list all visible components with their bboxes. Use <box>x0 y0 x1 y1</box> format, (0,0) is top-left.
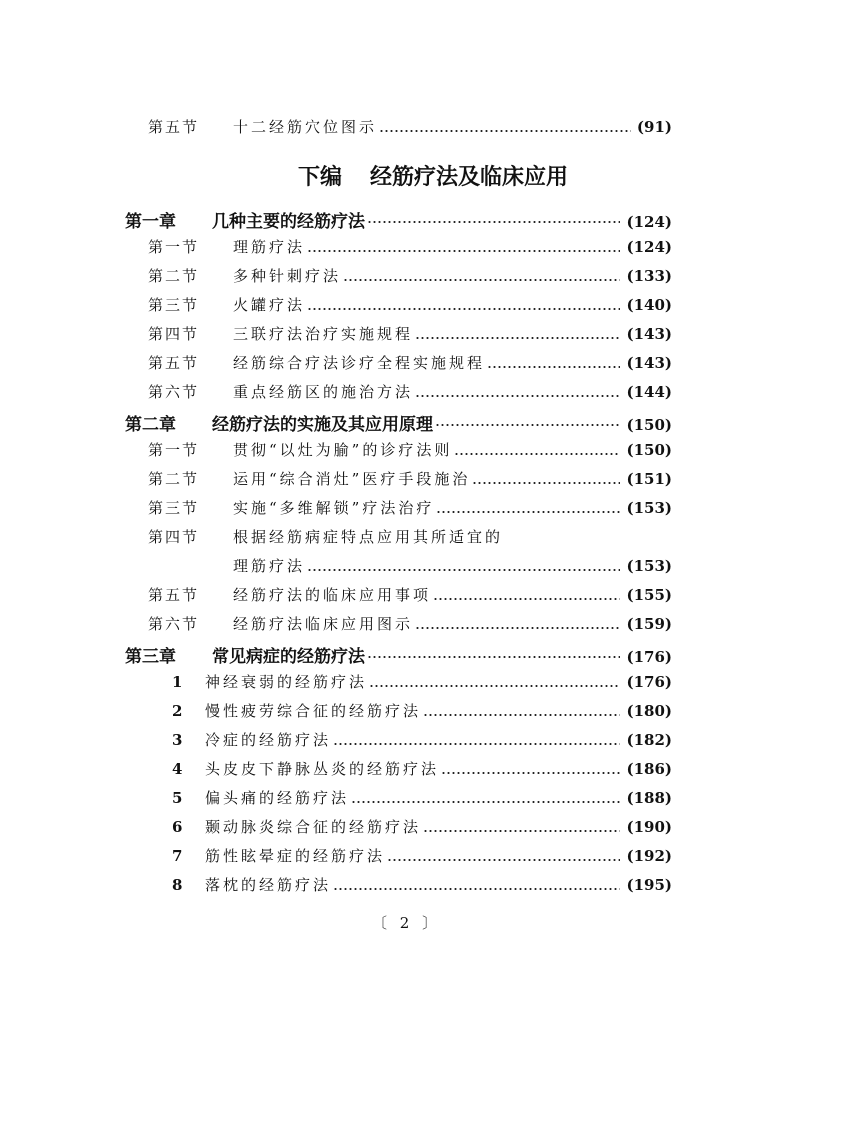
toc-entry <box>172 845 672 869</box>
toc-entry <box>172 700 672 724</box>
toc-entry <box>148 497 672 521</box>
dot-leader <box>367 655 620 659</box>
entry-title-cont: 理筋疗法 <box>233 557 306 575</box>
entry-title: 偏头痛的经筋疗法 <box>205 789 350 807</box>
dot-leader <box>415 394 620 398</box>
entry-page: (91) <box>636 118 672 136</box>
entry-title: 理筋疗法 <box>233 238 306 256</box>
dot-leader <box>415 336 620 340</box>
dot-leader <box>487 365 620 369</box>
entry-page: (143) <box>626 354 672 372</box>
entry-label: 5 <box>172 789 185 807</box>
entry-title: 多种针刺疗法 <box>233 267 342 285</box>
toc-entry <box>172 758 672 782</box>
toc-entry <box>148 439 672 463</box>
entry-label: 第二节 <box>148 267 200 285</box>
entry-title: 三联疗法治疗实施规程 <box>233 325 414 343</box>
dot-leader <box>343 278 620 282</box>
part-label: 下编 <box>297 164 342 190</box>
toc-entry <box>172 671 672 695</box>
entry-label: 第二节 <box>148 470 200 488</box>
toc-entry <box>148 294 672 318</box>
entry-page: (192) <box>626 847 672 865</box>
toc-chapter <box>125 207 672 231</box>
dot-leader <box>423 829 620 833</box>
dot-leader <box>423 713 620 717</box>
entry-page: (159) <box>626 615 672 633</box>
dot-leader <box>387 858 620 862</box>
entry-label: 第五节 <box>148 118 200 136</box>
entry-page: (124) <box>626 238 672 256</box>
entry-title: 运用“综合消灶”医疗手段施治 <box>233 470 471 488</box>
toc-entry <box>148 613 672 637</box>
entry-label: 第三节 <box>148 296 200 314</box>
entry-title: 重点经筋区的施治方法 <box>233 383 414 401</box>
dot-leader <box>433 597 620 601</box>
entry-label: 6 <box>172 818 185 836</box>
dot-leader <box>351 800 620 804</box>
toc-entry <box>172 874 672 898</box>
toc-entry <box>148 381 672 405</box>
dot-leader <box>333 887 620 891</box>
entry-page: (133) <box>626 267 672 285</box>
dot-leader <box>415 626 620 630</box>
entry-label: 第四节 <box>148 528 200 546</box>
dot-leader <box>441 771 620 775</box>
entry-page: (140) <box>626 296 672 314</box>
toc-entry <box>148 236 672 260</box>
entry-title: 慢性疲劳综合征的经筋疗法 <box>205 702 422 720</box>
entry-label: 第六节 <box>148 615 200 633</box>
entry-title: 火罐疗法 <box>233 296 306 314</box>
entry-page: (151) <box>626 470 672 488</box>
entry-label: 2 <box>172 702 185 720</box>
dot-leader <box>472 481 620 485</box>
entry-label: 第三节 <box>148 499 200 517</box>
dot-leader <box>307 249 620 253</box>
toc-entry <box>172 787 672 811</box>
entry-label: 第六节 <box>148 383 200 401</box>
entry-page: (190) <box>626 818 672 836</box>
toc-entry <box>148 323 672 347</box>
entry-page: (153) <box>626 557 672 575</box>
entry-page: (180) <box>626 702 672 720</box>
entry-page: (176) <box>626 673 672 691</box>
entry-label: 7 <box>172 847 185 865</box>
toc-chapter <box>125 642 672 666</box>
entry-title: 经筋疗法临床应用图示 <box>233 615 414 633</box>
entry-label: 第二章 <box>125 415 176 435</box>
entry-title: 贯彻“以灶为腧”的诊疗法则 <box>233 441 453 459</box>
entry-page: (182) <box>626 731 672 749</box>
toc-entry <box>148 116 672 140</box>
dot-leader <box>307 568 620 572</box>
entry-page: (195) <box>626 876 672 894</box>
entry-title: 神经衰弱的经筋疗法 <box>205 673 368 691</box>
entry-page: (176) <box>626 648 672 666</box>
entry-label: 第三章 <box>125 647 176 667</box>
entry-label: 第四节 <box>148 325 200 343</box>
toc-entry <box>148 584 672 608</box>
entry-page: (155) <box>626 586 672 604</box>
entry-label: 4 <box>172 760 185 778</box>
dot-leader <box>436 510 620 514</box>
page-number: 〔 2 〕 <box>372 914 442 932</box>
entry-page: (150) <box>626 441 672 459</box>
entry-label: 第一节 <box>148 238 200 256</box>
dot-leader <box>333 742 620 746</box>
toc-entry <box>172 729 672 753</box>
toc-entry <box>148 526 672 550</box>
entry-page: (144) <box>626 383 672 401</box>
dot-leader <box>369 684 620 688</box>
entry-label: 第一节 <box>148 441 200 459</box>
entry-page: (150) <box>626 416 672 434</box>
entry-title: 经筋综合疗法诊疗全程实施规程 <box>233 354 486 372</box>
entry-label: 第五节 <box>148 354 200 372</box>
entry-page: (186) <box>626 760 672 778</box>
entry-title: 经筋疗法的临床应用事项 <box>233 586 432 604</box>
entry-label: 3 <box>172 731 185 749</box>
dot-leader <box>435 423 620 427</box>
entry-title: 根据经筋病症特点应用其所适宜的 <box>233 528 504 546</box>
entry-title: 实施“多维解锁”疗法治疗 <box>233 499 435 517</box>
entry-title: 冷症的经筋疗法 <box>205 731 332 749</box>
entry-page: (124) <box>626 213 672 231</box>
entry-title: 经筋疗法的实施及其应用原理 <box>212 415 433 435</box>
entry-label: 第五节 <box>148 586 200 604</box>
part-title: 经筋疗法及临床应用 <box>370 164 569 190</box>
entry-page: (143) <box>626 325 672 343</box>
entry-title: 落枕的经筋疗法 <box>205 876 332 894</box>
entry-label: 第一章 <box>125 212 176 232</box>
entry-title: 十二经筋穴位图示 <box>233 118 378 136</box>
dot-leader <box>367 220 620 224</box>
entry-title: 头皮皮下静脉丛炎的经筋疗法 <box>205 760 440 778</box>
toc-entry-continued <box>233 555 672 579</box>
toc-entry <box>148 265 672 289</box>
toc-entry <box>172 816 672 840</box>
entry-title: 几种主要的经筋疗法 <box>212 212 365 232</box>
entry-page: (188) <box>626 789 672 807</box>
entry-title: 常见病症的经筋疗法 <box>212 647 365 667</box>
entry-label: 1 <box>172 673 185 691</box>
dot-leader <box>454 452 620 456</box>
part-heading <box>33 160 833 191</box>
toc-entry <box>148 468 672 492</box>
entry-label: 8 <box>172 876 185 894</box>
dot-leader <box>379 129 631 133</box>
entry-title: 筋性眩晕症的经筋疗法 <box>205 847 386 865</box>
entry-page: (153) <box>626 499 672 517</box>
toc-entry <box>148 352 672 376</box>
dot-leader <box>307 307 620 311</box>
entry-title: 颞动脉炎综合征的经筋疗法 <box>205 818 422 836</box>
toc-chapter <box>125 410 672 434</box>
